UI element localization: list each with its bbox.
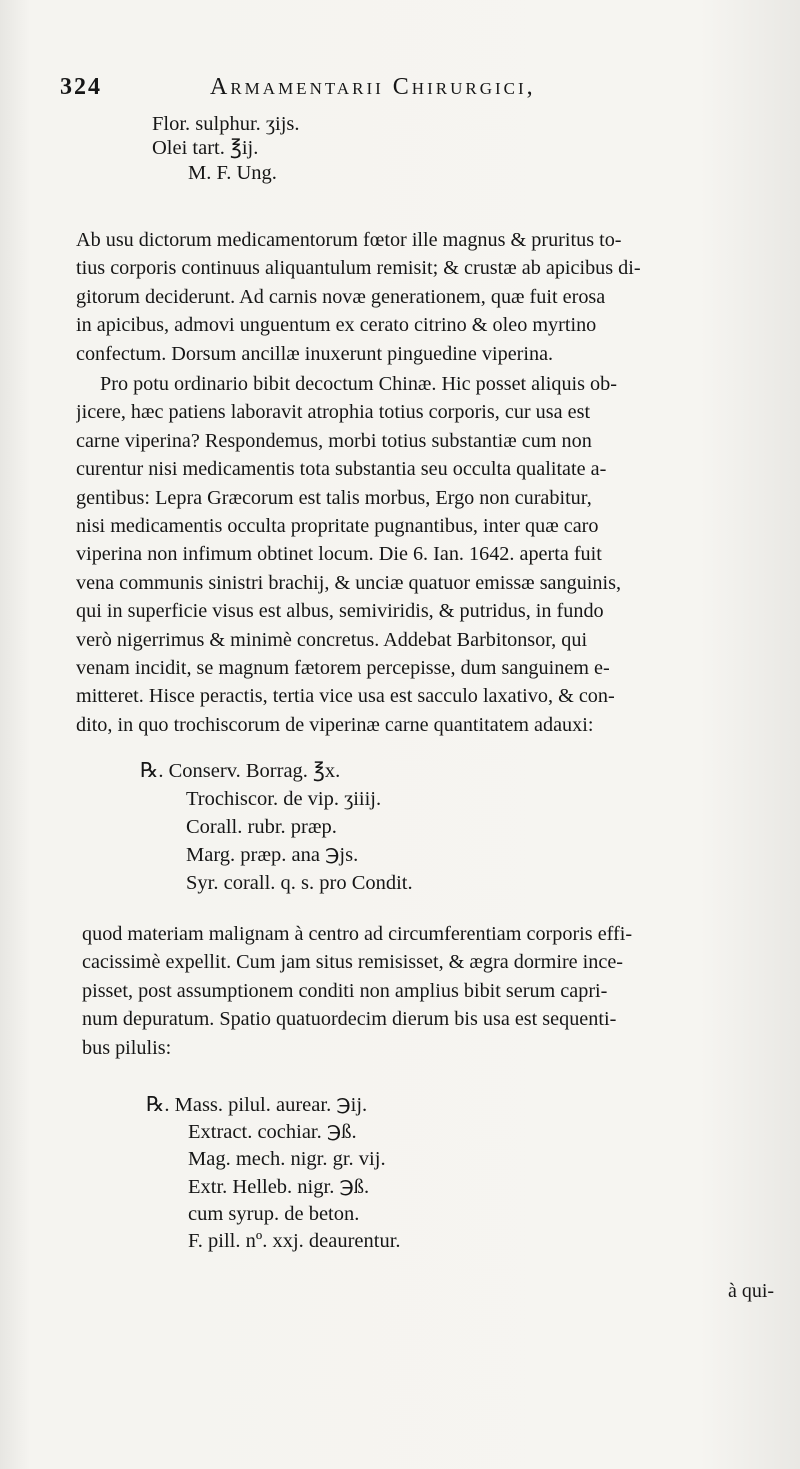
recipe-line: F. pill. nº. xxj. deaurentur. <box>188 1230 401 1253</box>
text-line: jicere, hæc patiens laboravit atrophia totius corporis, cur usa est <box>76 401 591 424</box>
recipe-line: Mag. mech. nigr. gr. vij. <box>188 1148 386 1171</box>
text-line: num depuratum. Spatio quatuordecim dierum bis usa est sequenti- <box>82 1008 617 1031</box>
recipe-line: Syr. corall. q. s. pro Condit. <box>186 872 413 894</box>
recipe-line: ℞. Conserv. Borrag. ℥x. <box>140 760 341 782</box>
recipe-line: ℞. Mass. pilul. aurear. ℈ij. <box>146 1094 368 1116</box>
text-line: cacissimè expellit. Cum jam situs remisisset, & ægra dormire ince- <box>82 951 624 974</box>
recipe-line: Extract. cochiar. ℈ß. <box>188 1121 357 1144</box>
text-line: qui in superficie visus est albus, semiviridis, & putridus, in fundo <box>76 600 604 623</box>
text-line: viperina non infimum obtinet locum. Die 6. Ian. 1642. aperta fuit <box>76 543 602 566</box>
text-line: pisset, post assumptionem conditi non amplius bibit serum capri- <box>82 979 608 1002</box>
running-title: Armamentarii Chirurgici, <box>210 74 536 100</box>
recipe-line: Olei tart. ℥ij. <box>152 137 259 160</box>
text-line: in apicibus, admovi unguentum ex cerato citrino & oleo myrtino <box>76 314 597 337</box>
page-header <box>60 74 700 114</box>
paragraph-3 <box>82 920 768 1062</box>
paragraph-1 <box>76 226 766 368</box>
text-line: gitorum deciderunt. Ad carnis novæ generationem, quæ fuit erosa <box>76 285 606 308</box>
text-line: confectum. Dorsum ancillæ inuxerunt pinguedine viperina. <box>76 342 554 365</box>
recipe-line: M. F. Ung. <box>188 161 277 184</box>
text-line: mitteret. Hisce peractis, tertia vice usa est sacculo laxativo, & con- <box>76 685 615 708</box>
recipe-line: Marg. præp. ana ℈js. <box>186 844 359 866</box>
catchword: à qui- <box>728 1280 775 1302</box>
text-line: carne viperina? Respondemus, morbi totius substantiæ cum non <box>76 429 592 452</box>
recipe-line: Flor. sulphur. ʒijs. <box>152 113 300 135</box>
text-line: vena communis sinistri brachij, & unciæ quatuor emissæ sanguinis, <box>76 571 622 594</box>
text-line: venam incidit, se magnum fætorem percepisse, dum sanguinem e- <box>76 657 610 680</box>
text-line: Pro potu ordinario bibit decoctum Chinæ. Hic posset aliquis ob- <box>100 373 617 395</box>
recipe-ointment <box>152 112 300 185</box>
text-line: dito, in quo trochiscorum de viperinæ carne quantitatem adauxi: <box>76 713 594 736</box>
text-line: gentibus: Lepra Græcorum est talis morbus, Ergo non curabitur, <box>76 486 592 509</box>
recipe-line: Corall. rubr. præp. <box>186 816 337 838</box>
page-number: 324 <box>60 74 102 100</box>
recipe-line: Extr. Helleb. nigr. ℈ß. <box>188 1175 370 1198</box>
text-line: quod materiam malignam à centro ad circumferentiam corporis effi- <box>82 923 633 945</box>
text-line: nisi medicamentis occulta propritate pugnantibus, inter quæ caro <box>76 515 599 538</box>
recipe-pills <box>146 1092 401 1255</box>
text-line: bus pilulis: <box>82 1036 172 1059</box>
recipe-conserve <box>140 757 413 897</box>
text-line: tius corporis continuus aliquantulum remisit; & crustæ ab apicibus di- <box>76 257 641 280</box>
text-line: verò nigerrimus & minimè concretus. Addebat Barbitonsor, qui <box>76 628 588 651</box>
text-line: curentur nisi medicamentis tota substantia seu occulta qualitate a- <box>76 458 607 481</box>
text-line: Ab usu dictorum medicamentorum fœtor ille magnus & pruritus to- <box>76 229 622 251</box>
recipe-line: cum syrup. de beton. <box>188 1202 360 1225</box>
paragraph-2 <box>76 370 766 739</box>
recipe-line: Trochiscor. de vip. ʒiiij. <box>186 788 382 810</box>
